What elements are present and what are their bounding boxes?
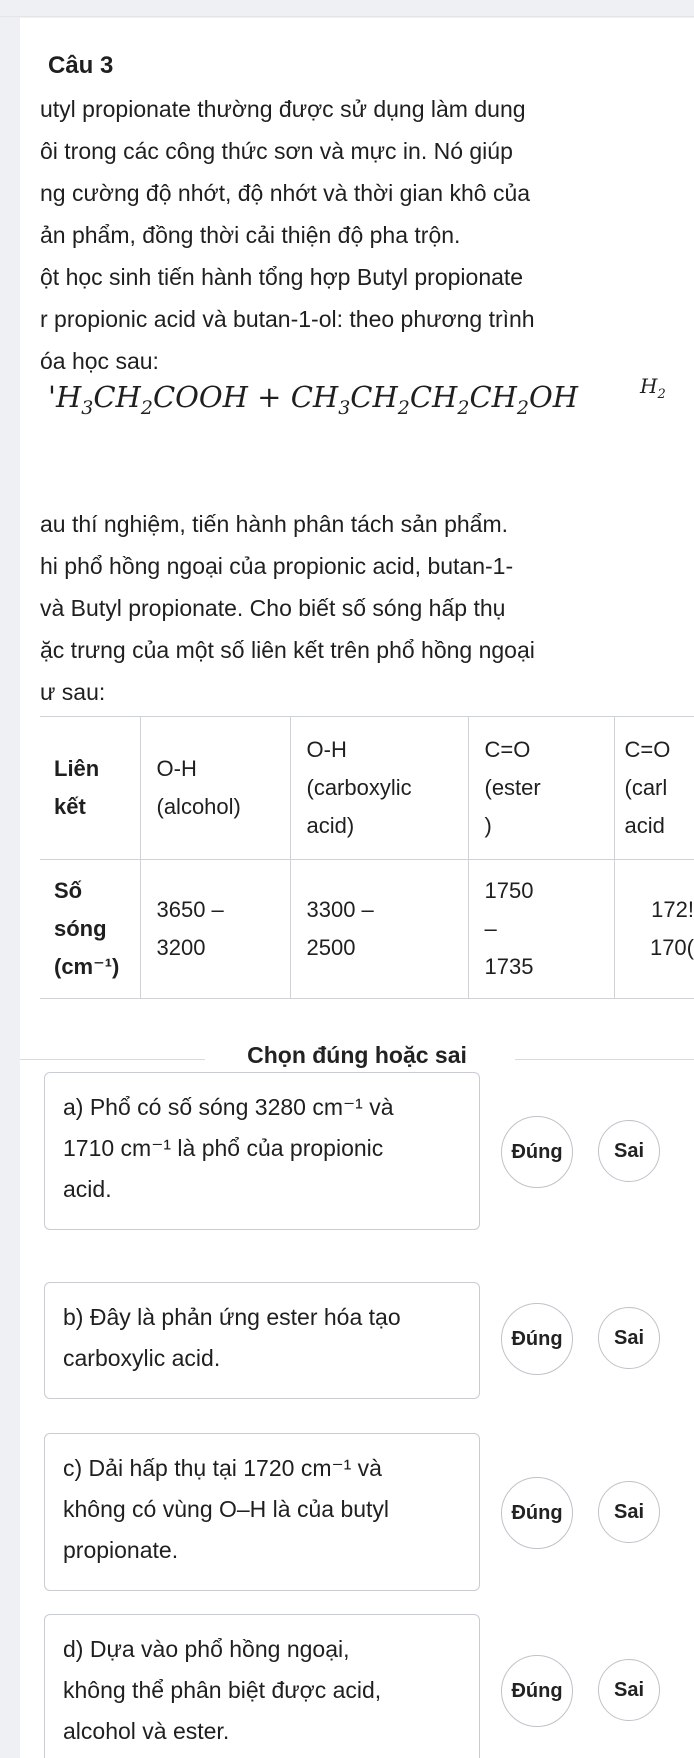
cell-oh-alcohol: O-H (alcohol) <box>140 717 290 860</box>
after-line: au thí nghiệm, tiến hành phân tách sản phẩm. <box>40 511 508 537</box>
option-b-text: b) Đây là phản ứng ester hóa tạo carboxylic acid. <box>63 1304 401 1371</box>
section-label: Chọn đúng hoặc sai <box>247 1042 467 1068</box>
option-a <box>44 1072 480 1230</box>
intro-line: ột học sinh tiến hành tổng hợp Butyl propionate <box>40 264 524 290</box>
top-divider <box>0 16 694 17</box>
cell-co-acid: C=O (carl acid <box>614 717 694 860</box>
cell-range-acid-oh: 3300 – 2500 <box>290 860 468 999</box>
option-a-true-button[interactable]: Đúng <box>501 1116 573 1188</box>
row-header-bond: Liên kết <box>40 717 140 860</box>
intro-paragraph <box>40 88 694 382</box>
intro-line: ng cường độ nhớt, độ nhớt và thời gian khô của <box>40 180 531 206</box>
option-b-false-button[interactable]: Sai <box>598 1307 660 1369</box>
after-line: ặc trưng của một số liên kết trên phổ hồng ngoại <box>40 637 535 663</box>
after-line: ư sau: <box>40 679 106 705</box>
option-c <box>44 1433 480 1591</box>
row-header-wavenumber: Số sóng (cm⁻¹) <box>40 860 140 999</box>
table-row-wavenumber <box>40 860 694 999</box>
after-line: và Butyl propionate. Cho biết số sóng hấp thụ <box>40 595 506 621</box>
after-paragraph <box>40 503 694 713</box>
option-b-true-button[interactable]: Đúng <box>501 1303 573 1375</box>
option-a-false-button[interactable]: Sai <box>598 1120 660 1182</box>
cell-range-ester: 1750 – 1735 <box>468 860 614 999</box>
option-b <box>44 1282 480 1399</box>
arrow-label: $H_2$ <box>640 374 666 402</box>
intro-line: ản phẩm, đồng thời cải thiện độ pha trộn. <box>40 222 461 248</box>
reaction-equation: '$H_3CH_2COOH + CH_3CH_2CH_2CH_2OH$ <box>48 380 579 419</box>
cell-range-acid-co: 172! 170( <box>614 860 694 999</box>
option-d-true-button[interactable]: Đúng <box>501 1655 573 1727</box>
option-d-false-button[interactable]: Sai <box>598 1659 660 1721</box>
cell-range-alcohol: 3650 – 3200 <box>140 860 290 999</box>
option-c-true-button[interactable]: Đúng <box>501 1477 573 1549</box>
intro-line: óa học sau: <box>40 348 159 374</box>
option-d <box>44 1614 480 1758</box>
cell-oh-acid: O-H (carboxylic acid) <box>290 717 468 860</box>
intro-line: ôi trong các công thức sơn và mực in. Nó giúp <box>40 138 513 164</box>
option-c-text: c) Dải hấp thụ tại 1720 cm⁻¹ và không có vùng O–H là của butyl propionate. <box>63 1455 390 1563</box>
question-card <box>20 18 694 1758</box>
question-title: Câu 3 <box>48 52 114 79</box>
intro-line: r propionic acid và butan-1-ol: theo phương trình <box>40 306 535 332</box>
option-d-text: d) Dựa vào phổ hồng ngoại, không thể phân biệt được acid, alcohol và ester. <box>63 1636 382 1744</box>
cell-co-ester: C=O (ester ) <box>468 717 614 860</box>
after-line: hi phổ hồng ngoại của propionic acid, butan-1- <box>40 553 514 579</box>
intro-line: utyl propionate thường được sử dụng làm dung <box>40 96 526 122</box>
option-a-text: a) Phổ có số sóng 3280 cm⁻¹ và 1710 cm⁻¹ là phổ của propionic acid. <box>63 1094 394 1202</box>
table-row-bond <box>40 717 694 860</box>
option-c-false-button[interactable]: Sai <box>598 1481 660 1543</box>
ir-table <box>40 716 694 999</box>
